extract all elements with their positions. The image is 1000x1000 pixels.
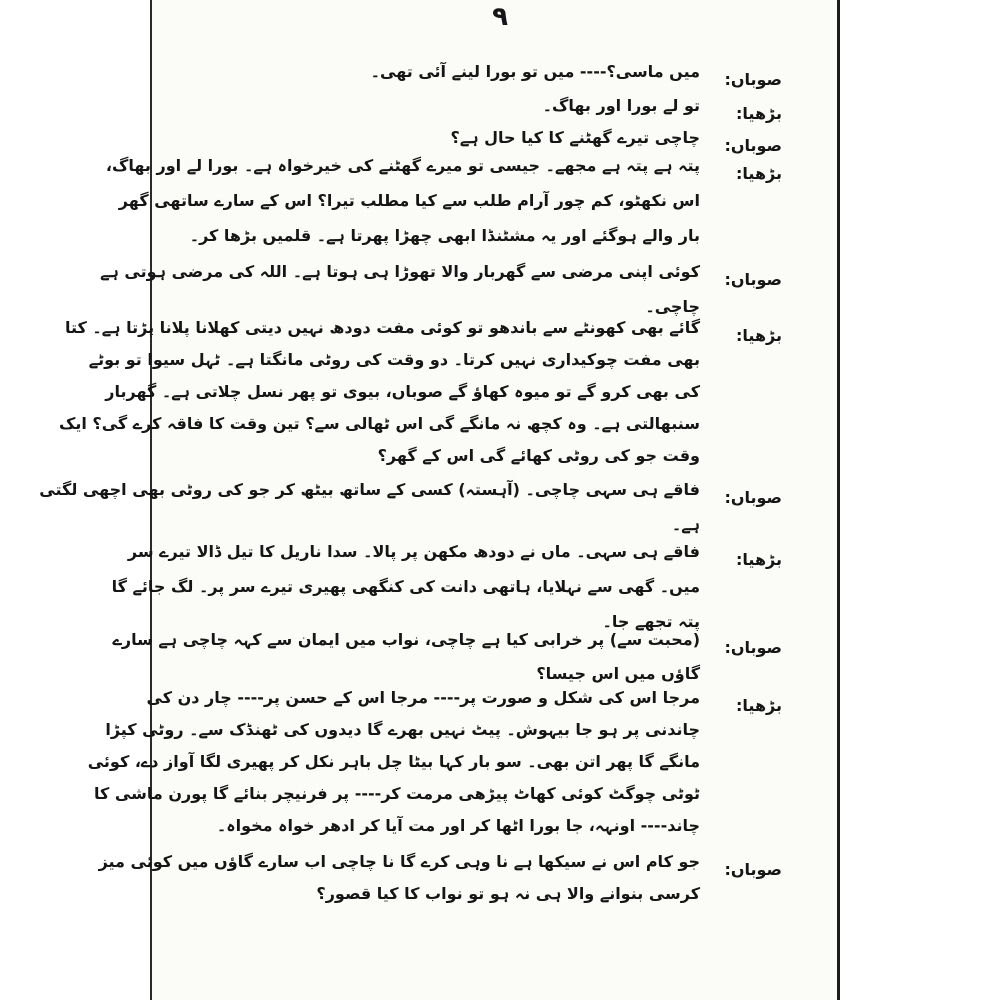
dialogue-line: مانگے گا پھر اتن بھی۔ سو بار کہا بیٹا چل باہر نکل کر پھیری لگا آواز دے، کوئی: [87, 752, 700, 771]
speaker-name: صوباں:: [724, 638, 782, 657]
dialogue-line: ٹوٹی چوگٹ کوئی کھاٹ پیڑھی مرمت کر---- پر فرنیچر بنائے گا پورن ماشی کا: [94, 784, 700, 803]
dialogue-line: فاقے ہی سہی چاچی۔ (آہستہ) کسی کے ساتھ بیٹھ کر جو کی روٹی بھی اچھی لگتی: [39, 480, 700, 499]
dialogue-line: کی بھی کرو گے تو میوہ کھاؤ گے صوباں، بیوی تو پھر نسل چلاتی ہے۔ گھربار: [105, 382, 700, 401]
speaker-name: صوباں:: [724, 860, 782, 879]
dialogue-line: تو لے بورا اور بھاگ۔: [542, 96, 700, 115]
speaker-name: بڑھیا:: [736, 326, 782, 345]
dialogue-line: فاقے ہی سہی۔ ماں نے دودھ مکھن پر پالا۔ سدا ناریل کا تیل ڈالا تیرے سر: [127, 542, 700, 561]
speaker-name: صوباں:: [724, 488, 782, 507]
dialogue-line: بھی مفت چوکیداری نہیں کرتا۔ دو وقت کی روٹی مانگتا ہے۔ ٹہل سیوا تو بوٹے: [88, 350, 700, 369]
dialogue-line: (محبت سے) پر خرابی کیا ہے چاچی، نواب میں ایمان سے کہہ چاچی ہے سارے: [112, 630, 700, 649]
dialogue-line: میں۔ گھی سے نہلایا، ہاتھی دانت کی کنگھی پھیری تیرے سر پر۔ لگ جائے گا: [111, 577, 700, 596]
dialogue-line: چاند---- اونہہ، جا بورا اٹھا کر اور مت آیا کر ادھر خواہ مخواہ۔: [216, 816, 700, 835]
dialogue-line: کرسی بنوانے والا ہی نہ ہو تو نواب کا کیا قصور؟: [316, 884, 700, 903]
dialogue-line: پتہ ہے پتہ ہے مجھے۔ جیسی تو میرے گھٹنے کی خیرخواہ ہے۔ بورا لے اور بھاگ،: [105, 156, 700, 175]
dialogue-line: چاندنی پر ہو جا بیہوش۔ پیٹ نہیں بھرے گا دیدوں کی ٹھنڈک سے۔ روٹی کپڑا: [105, 720, 700, 739]
speaker-name: بڑھیا:: [736, 696, 782, 715]
speaker-name: صوباں:: [724, 70, 782, 89]
dialogue-line: چاچی۔: [645, 297, 700, 316]
page-number: ۹: [492, 2, 508, 32]
dialogue-line: پتہ تجھے جا۔: [602, 612, 700, 631]
dialogue-line: وقت جو کی روٹی کھائے گی اس کے گھر؟: [377, 446, 700, 465]
dialogue-line: گاؤں میں اس جیسا؟: [536, 664, 700, 683]
dialogue-line: جو کام اس نے سیکھا ہے نا وہی کرے گا نا چاچی اب سارے گاؤں میں کوئی میز: [98, 852, 700, 871]
dialogue-line: بار والے ہوگئے اور یہ مشٹنڈا ابھی چھڑا پھرتا ہے۔ قلمیں بڑھا کر۔: [189, 226, 700, 245]
dialogue-line: گائے بھی کھونٹے سے باندھو تو کوئی مفت دودھ نہیں دیتی کھلانا پلانا پڑتا ہے۔ کتا: [64, 318, 700, 337]
dialogue-line: کوئی اپنی مرضی سے گھربار والا تھوڑا ہی ہوتا ہے۔ اللہ کی مرضی ہوتی ہے: [100, 262, 700, 281]
dialogue-line: اس نکھٹو، کم چور آرام طلب سے کیا مطلب تیرا؟ اس کے سارے ساتھی گھر: [118, 191, 700, 210]
dialogue-line: چاچی تیرے گھٹنے کا کیا حال ہے؟: [450, 128, 700, 147]
dialogue-line: سنبھالتی ہے۔ وہ کچھ نہ مانگے گی اس ٹھالی سے؟ تین وقت کا فاقہ کرے گی؟ ایک: [58, 414, 700, 433]
dialogue-line: مرجا اس کی شکل و صورت پر---- مرجا اس کے حسن پر---- چار دن کی: [146, 688, 700, 707]
speaker-name: بڑھیا:: [736, 104, 782, 123]
speaker-name: بڑھیا:: [736, 164, 782, 183]
speaker-name: صوباں:: [724, 136, 782, 155]
dialogue-line: ہے۔: [671, 515, 700, 534]
speaker-name: صوباں:: [724, 270, 782, 289]
speaker-name: بڑھیا:: [736, 550, 782, 569]
dialogue-line: میں ماسی؟---- میں تو بورا لینے آئی تھی۔: [370, 62, 700, 81]
